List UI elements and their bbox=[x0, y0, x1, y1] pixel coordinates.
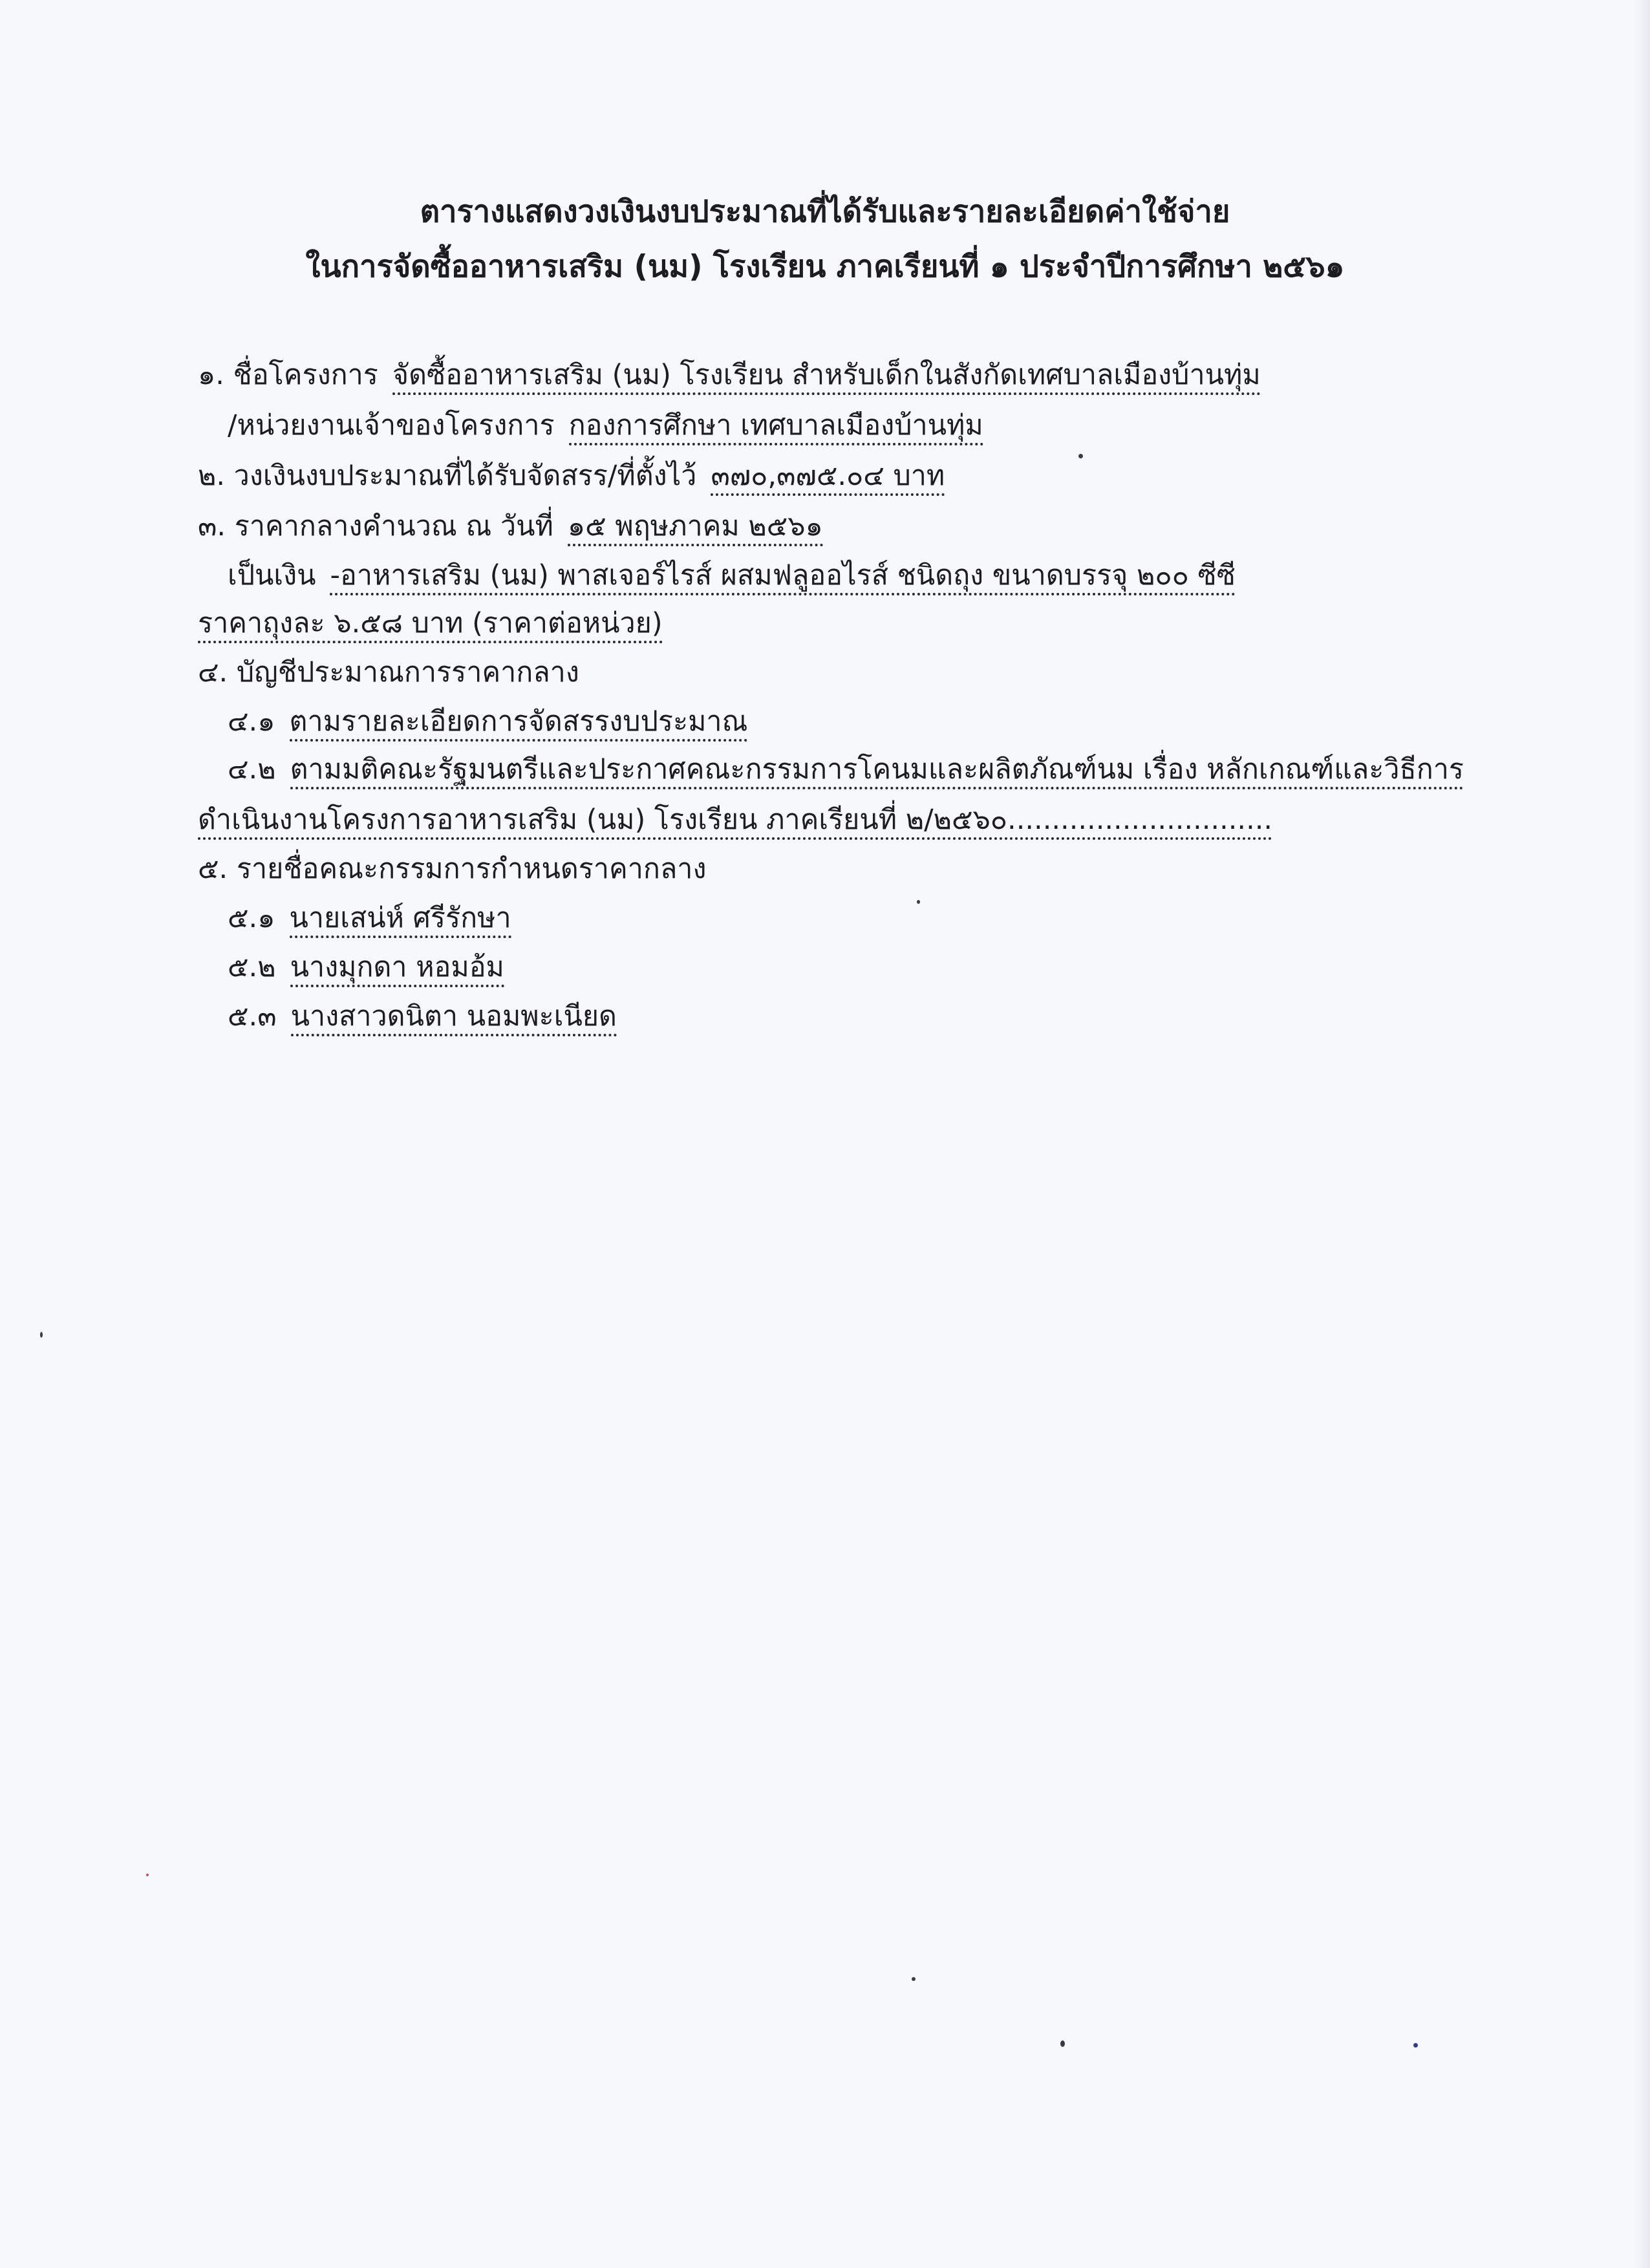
median-price-date-value: ๑๕ พฤษภาคม ๒๕๖๑ bbox=[568, 510, 823, 546]
committee-member-2-number: ๕.๒ bbox=[228, 951, 276, 983]
scan-speck bbox=[40, 1332, 43, 1338]
price-source-2-value: ตามมติคณะรัฐมนตรีและประกาศคณะกรรมการโคนมและผลิตภัณฑ์นม เรื่อง หลักเกณฑ์และวิธีการ bbox=[290, 753, 1464, 789]
scan-speck bbox=[146, 1874, 149, 1876]
median-price-date-label: ๓. ราคากลางคำนวณ ณ วันที่ bbox=[198, 510, 553, 542]
scan-speck bbox=[1060, 2040, 1065, 2047]
committee-member-3-number: ๕.๓ bbox=[228, 1000, 277, 1032]
price-source-heading: ๔. บัญชีประมาณการราคากลาง bbox=[198, 656, 579, 689]
median-price-date-row bbox=[198, 508, 823, 544]
price-source-1-number: ๔.๑ bbox=[228, 705, 275, 738]
project-name-row bbox=[198, 357, 1261, 393]
project-owner-value: กองการศึกษา เทศบาลเมืองบ้านทุ่ม bbox=[569, 409, 983, 445]
committee-member-1-name: นายเสน่ห์ ศรีรักษา bbox=[290, 902, 511, 938]
scan-speck bbox=[917, 900, 920, 904]
price-source-2-continuation-row bbox=[198, 802, 1272, 838]
price-source-2-value-continuation: ดำเนินงานโครงการอาหารเสริม (นม) โรงเรียน ภาคเรียนที่ ๒/๒๕๖๐.............................. bbox=[198, 804, 1272, 840]
scan-speck bbox=[912, 1977, 916, 1981]
price-source-2-row bbox=[228, 751, 1464, 787]
document-title-line-2: ในการจัดซื้ออาหารเสริม (นม) โรงเรียน ภาคเรียนที่ ๑ ประจำปีการศึกษา ๒๕๖๑ bbox=[305, 249, 1345, 284]
committee-member-1 bbox=[228, 900, 511, 936]
committee-member-1-number: ๕.๑ bbox=[228, 902, 275, 934]
scan-speck bbox=[1413, 2043, 1418, 2048]
budget-row bbox=[198, 458, 945, 494]
scan-speck bbox=[1078, 454, 1083, 458]
price-source-1-value: ตามรายละเอียดการจัดสรรงบประมาณ bbox=[290, 705, 748, 742]
document-title-line-1: ตารางแสดงวงเงินงบประมาณที่ได้รับและรายละเอียดค่าใช้จ่าย bbox=[420, 194, 1230, 230]
project-owner-label: /หน่วยงานเจ้าของโครงการ bbox=[228, 409, 555, 442]
amount-label: เป็นเงิน bbox=[228, 559, 316, 592]
project-owner-row bbox=[228, 407, 983, 444]
price-source-1-row bbox=[228, 703, 747, 740]
committee-member-3 bbox=[228, 998, 617, 1034]
amount-continuation-row bbox=[198, 605, 663, 641]
committee-member-2 bbox=[228, 949, 504, 985]
amount-row bbox=[228, 557, 1236, 594]
price-source-2-number: ๔.๒ bbox=[228, 753, 276, 786]
amount-value: -อาหารเสริม (นม) พาสเจอร์ไรส์ ผสมฟลูออไรส์ ชนิดถุง ขนาดบรรจุ ๒๐๐ ซีซี bbox=[330, 559, 1235, 595]
page-edge-shadow bbox=[1633, 0, 1650, 2268]
committee-member-2-name: นางมุกดา หอมอ้ม bbox=[290, 951, 504, 987]
committee-member-3-name: นางสาวดนิตา นอมพะเนียด bbox=[291, 1000, 617, 1036]
project-name-value: จัดซื้ออาหารเสริม (นม) โรงเรียน สำหรับเด็กในสังกัดเทศบาลเมืองบ้านทุ่ม bbox=[392, 359, 1261, 395]
amount-value-continuation: ราคาถุงละ ๖.๕๘ บาท (ราคาต่อหน่วย) bbox=[198, 607, 663, 643]
budget-value: ๓๗๐,๓๗๕.๐๔ บาท bbox=[711, 460, 945, 496]
budget-label: ๒. วงเงินงบประมาณที่ได้รับจัดสรร/ที่ตั้งไว้ bbox=[198, 460, 697, 492]
committee-heading: ๕. รายชื่อคณะกรรมการกำหนดราคากลาง bbox=[198, 853, 707, 885]
project-name-label: ๑. ชื่อโครงการ bbox=[198, 359, 378, 391]
